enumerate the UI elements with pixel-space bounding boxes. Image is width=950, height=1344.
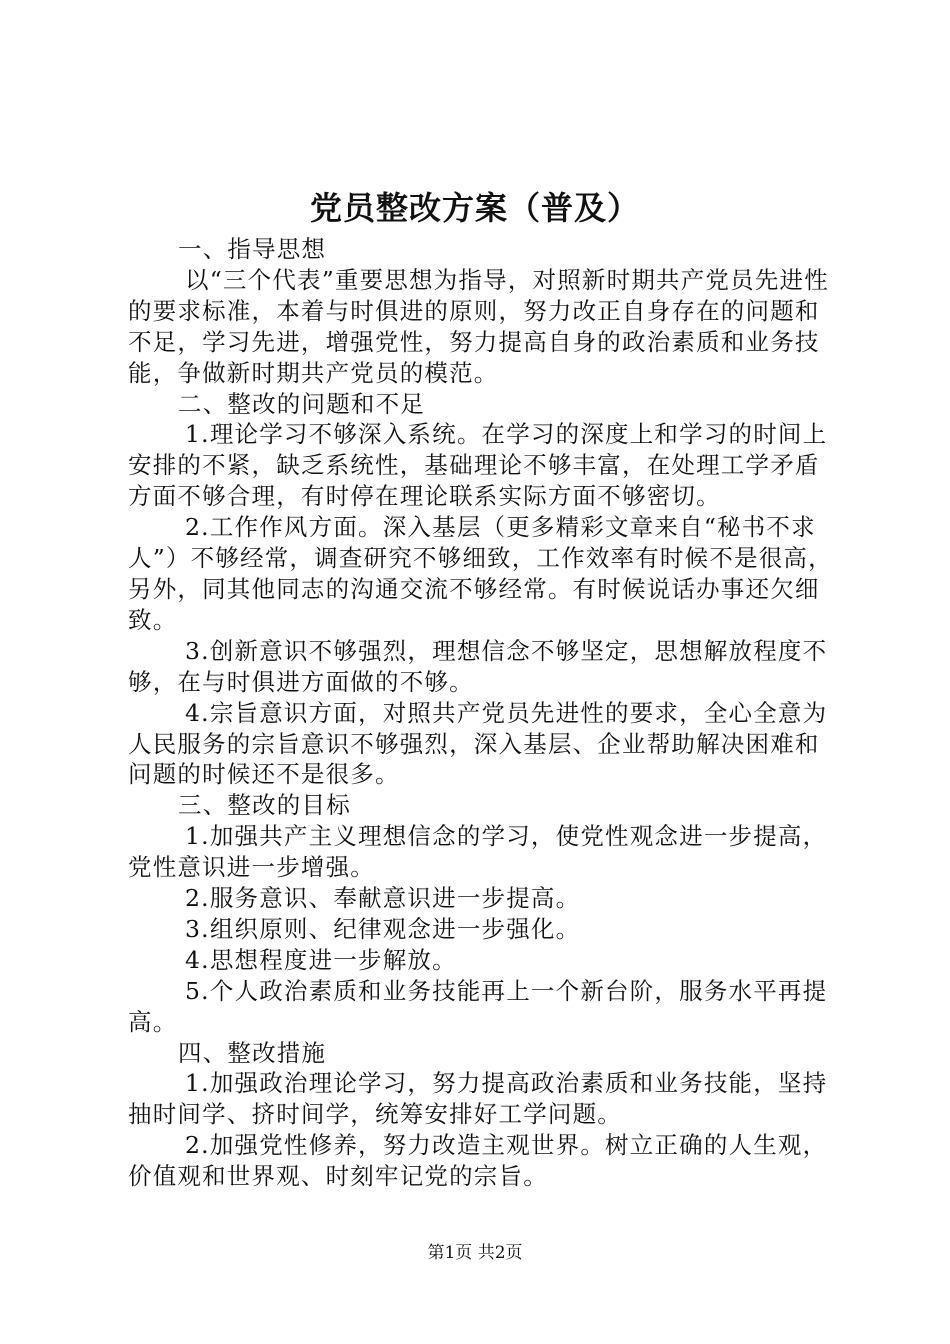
body-paragraph: 3.创新意识不够强烈，理想信念不够坚定，思想解放程度不够，在与时俱进方面做的不够。 bbox=[128, 636, 828, 696]
body-paragraph: 3.组织原则、纪律观念进一步强化。 bbox=[185, 914, 581, 943]
body-paragraph: 5.个人政治素质和业务技能再上一个新台阶，服务水平再提高。 bbox=[128, 976, 828, 1036]
body-paragraph: 以“三个代表”重要思想为指导，对照新时期共产党员先进性的要求标准，本着与时俱进的原则，努力改正自身存在的问题和不足，学习先进，增强党性，努力提高自身的政治素质和业务技能，争做新时期共产党员的模范。 bbox=[128, 265, 829, 387]
document-body bbox=[128, 234, 833, 1192]
body-paragraph: 2.工作作风方面。深入基层（更多精彩文章来自“秘书不求人”）不够经常，调查研究不够细致，工作效率有时候不是很高，另外，同其他同志的沟通交流不够经常。有时候说话办事还欠细致。 bbox=[128, 513, 833, 634]
body-paragraph: 4.宗旨意识方面，对照共产党员先进性的要求，全心全意为人民服务的宗旨意识不够强烈，深入基层、企业帮助解决困难和问题的时候还不是很多。 bbox=[128, 698, 828, 789]
body-paragraph: 1.加强共产主义理想信念的学习，使党性观念进一步提高，党性意识进一步增强。 bbox=[128, 822, 828, 882]
section-heading: 四、整改措施 bbox=[178, 1038, 327, 1067]
section-heading: 一、指导思想 bbox=[178, 235, 327, 263]
body-paragraph: 1.理论学习不够深入系统。在学习的深度上和学习的时间上安排的不紧，缺乏系统性，基础理论不够丰富，在处理工学矛盾方面不够合理，有时停在理论联系实际方面不够密切。 bbox=[128, 420, 828, 511]
body-paragraph: 2.加强党性修养，努力改造主观世界。树立正确的人生观，价值观和世界观、时刻牢记党的宗旨。 bbox=[128, 1131, 828, 1191]
body-paragraph: 1.加强政治理论学习，努力提高政治素质和业务技能，坚持抽时间学、挤时间学，统筹安排好工学问题。 bbox=[128, 1069, 828, 1129]
page-footer: 第1页 共2页 bbox=[427, 1243, 523, 1263]
body-paragraph: 2.服务意识、奉献意识进一步提高。 bbox=[185, 884, 581, 913]
body-paragraph: 4.思想程度进一步解放。 bbox=[185, 945, 457, 974]
document-title: 党员整改方案（普及） bbox=[309, 189, 640, 227]
section-heading: 三、整改的目标 bbox=[178, 791, 351, 820]
section-heading: 二、整改的问题和不足 bbox=[178, 389, 425, 418]
